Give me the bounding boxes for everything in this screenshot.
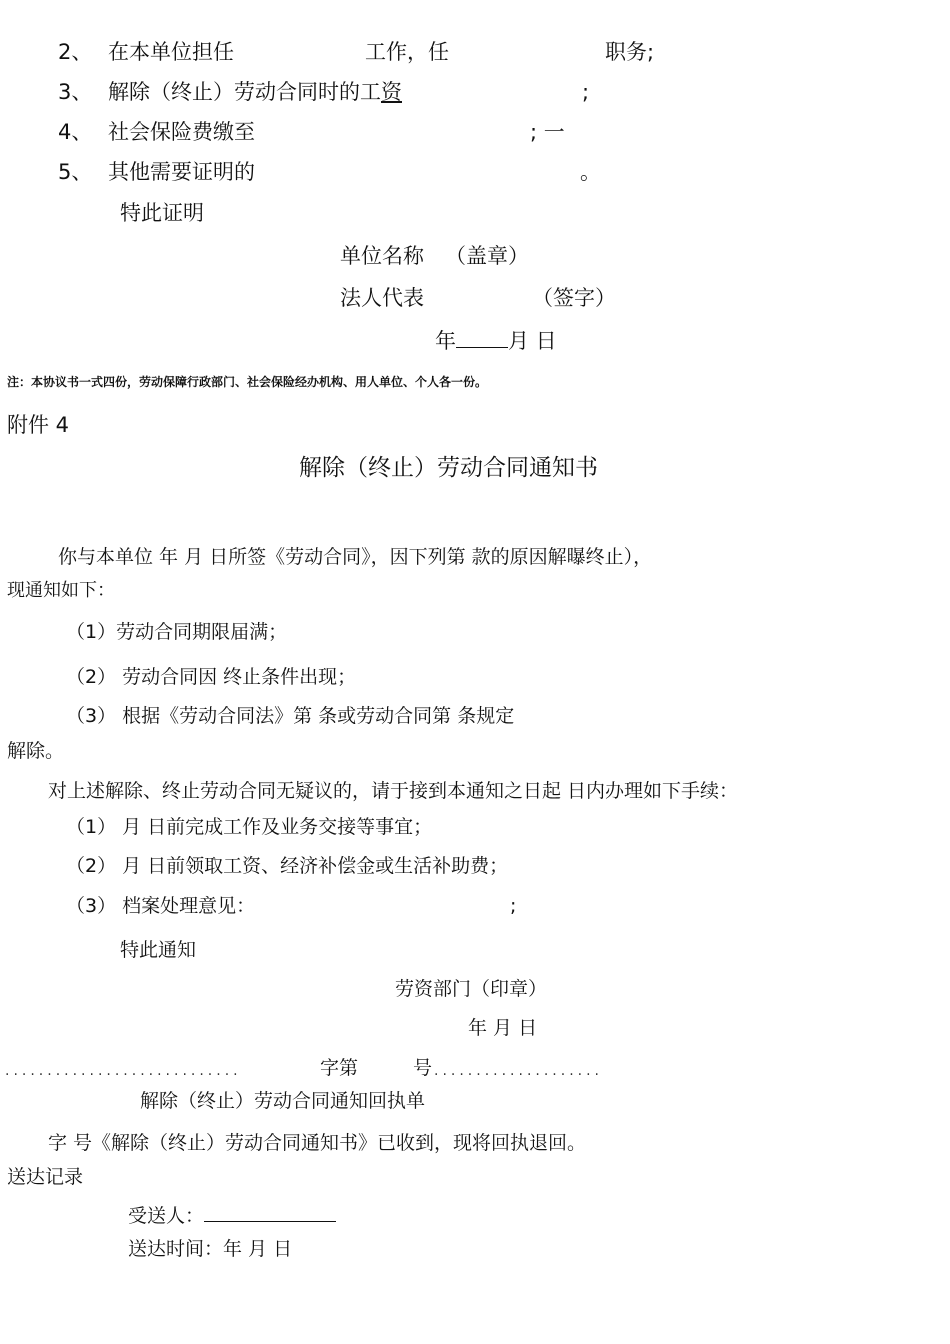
cut-line-right: ....................	[434, 1063, 604, 1079]
notice-para1-cont: 现通知如下：	[7, 580, 115, 601]
dept-stamp: 劳资部门（印章）	[395, 978, 548, 1000]
reason-2: （2） 劳动合同因 终止条件出现；	[66, 666, 357, 688]
item4-number: 4、	[58, 120, 93, 144]
notice-para2: 对上述解除、终止劳动合同无疑议的，请于接到本通知之日起 日内办理如下手续：	[48, 780, 739, 802]
item2-text-work: 工作，任	[365, 40, 449, 64]
legal-rep-label: 法人代表	[340, 286, 424, 310]
step-2: （2） 月 日前领取工资、经济补偿金或生活补助费；	[66, 855, 509, 877]
item3-number: 3、	[58, 80, 93, 104]
item4-tail: ; 一	[530, 120, 565, 144]
signature-label: （签字）	[532, 286, 616, 310]
unit-name-label: 单位名称	[340, 244, 424, 268]
item2-number: 2、	[58, 40, 93, 64]
item2-text-position: 在本单位担任	[108, 40, 234, 64]
recipient-blank	[204, 1205, 336, 1222]
item4-text: 社会保险费缴至	[108, 120, 255, 144]
reason-3: （3） 根据《劳动合同法》第 条或劳动合同第 条规定	[66, 705, 515, 727]
item3-semicolon: ;	[582, 80, 590, 104]
receipt-title: 解除（终止）劳动合同通知回执单	[140, 1090, 426, 1112]
item2-text-duty: 职务;	[605, 40, 655, 64]
recipient-field: 受送人：	[128, 1205, 336, 1226]
reason-1: （1）劳动合同期限届满；	[66, 621, 288, 643]
item5-period: 。	[580, 160, 601, 184]
notice-para1: 你与本单位 年 月 日所签《劳动合同》，因下列第 款的原因解曝终止），	[58, 546, 653, 568]
step-3: （3） 档案处理意见：	[66, 895, 256, 917]
receipt-zi-di: 字第	[320, 1057, 359, 1079]
receipt-body: 字 号《解除（终止）劳动合同通知书》已收到，现将回执退回。	[48, 1132, 587, 1154]
notice-closing: 特此通知	[120, 939, 197, 961]
notice-title: 解除（终止）劳动合同通知书	[299, 455, 598, 481]
stamp-label: （盖章）	[445, 244, 529, 268]
item3-text: 解除（终止）劳动合同时的工资	[108, 80, 402, 104]
cert-date: 年 月 日	[435, 329, 557, 353]
receipt-hao: 号	[413, 1057, 433, 1079]
reason-3-cont: 解除。	[7, 740, 65, 762]
item5-text: 其他需要证明的	[108, 160, 255, 184]
item5-number: 5、	[58, 160, 93, 184]
delivery-time: 送达时间：年 月 日	[128, 1238, 293, 1260]
delivery-record-label: 送达记录	[7, 1166, 84, 1188]
cert-note: 注：本协议书一式四份，劳动保障行政部门、社会保险经办机构、用人单位、个人各一份。	[7, 375, 488, 389]
cut-line-left: ............................	[5, 1063, 242, 1079]
step-3-semicolon: ;	[510, 895, 517, 917]
step-1: （1） 月 日前完成工作及业务交接等事宜；	[66, 816, 433, 838]
attachment-label: 附件 4	[7, 413, 70, 437]
notice-date: 年 月 日	[468, 1017, 538, 1039]
cert-closing: 特此证明	[120, 201, 204, 225]
